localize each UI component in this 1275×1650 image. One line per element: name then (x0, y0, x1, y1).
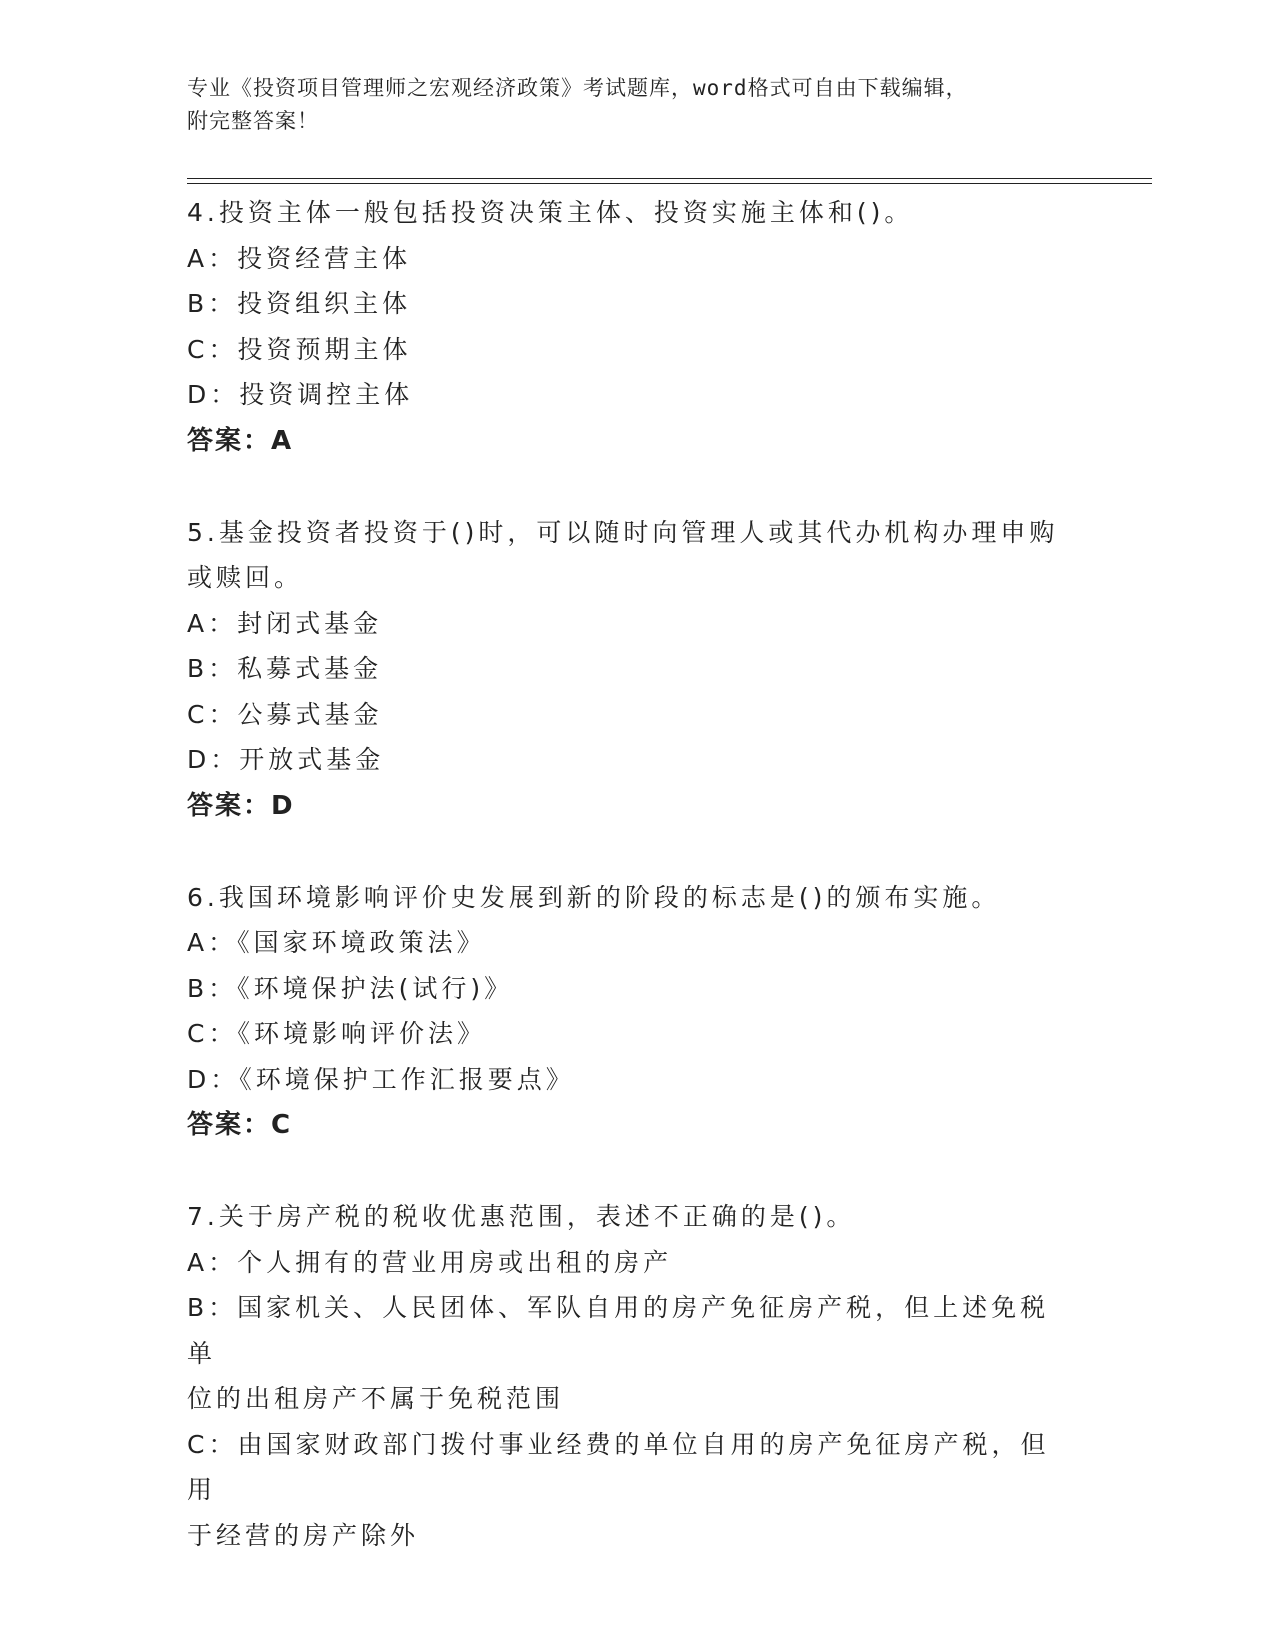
answer-option: C：公募式基金 (187, 699, 383, 729)
header-rule-top (187, 178, 1152, 179)
answer-option: 位的出租房产不属于免税范围 (187, 1384, 565, 1413)
answer-option: B：私募式基金 (187, 654, 383, 683)
question-stem: 7.关于房产税的税收优惠范围，表述不正确的是()。 (187, 1202, 856, 1231)
answer-option: A：投资经营主体 (187, 243, 412, 273)
answer-option: A：封闭式基金 (187, 608, 383, 638)
answer-option: D：开放式基金 (187, 745, 385, 774)
answer-option: C：由国家财政部门拨付事业经费的单位自用的房产免征房产税，但用 (187, 1429, 1050, 1504)
question-block (187, 875, 1067, 1149)
question-block (187, 190, 1067, 464)
question-block (187, 510, 1067, 829)
answer-key: 答案：A (187, 425, 294, 456)
answer-key: 答案：C (187, 1110, 293, 1140)
document-header (187, 72, 1067, 138)
answer-option: B：国家机关、人民团体、军队自用的房产免征房产税，但上述免税单 (187, 1293, 1050, 1368)
question-stem: 6.我国环境影响评价史发展到新的阶段的标志是()的颁布实施。 (187, 882, 1001, 912)
answer-option: C：投资预期主体 (187, 334, 412, 364)
header-line-1: 专业《投资项目管理师之宏观经济政策》考试题库，word格式可自由下载编辑， (187, 76, 968, 100)
question-stem: 或赎回。 (187, 563, 304, 592)
header-line-2: 附完整答案！ (187, 109, 319, 133)
answer-option: B：投资组织主体 (187, 289, 412, 318)
question-stem: 5.基金投资者投资于()时，可以随时向管理人或其代办机构办理申购 (187, 517, 1059, 547)
answer-option: A：个人拥有的营业用房或出租的房产 (187, 1247, 673, 1277)
question-list (187, 190, 1067, 1604)
header-rule-bottom (187, 183, 1152, 184)
answer-option: C：《环境影响评价法》 (187, 1019, 486, 1048)
question-block (187, 1194, 1067, 1558)
answer-option: B：《环境保护法(试行)》 (187, 973, 514, 1003)
question-stem: 4.投资主体一般包括投资决策主体、投资实施主体和()。 (187, 198, 914, 227)
answer-key: 答案：D (187, 790, 295, 821)
answer-option: D：投资调控主体 (187, 380, 414, 409)
answer-option: D：《环境保护工作汇报要点》 (187, 1064, 575, 1094)
answer-option: 于经营的房产除外 (187, 1520, 420, 1550)
answer-option: A：《国家环境政策法》 (187, 928, 486, 957)
